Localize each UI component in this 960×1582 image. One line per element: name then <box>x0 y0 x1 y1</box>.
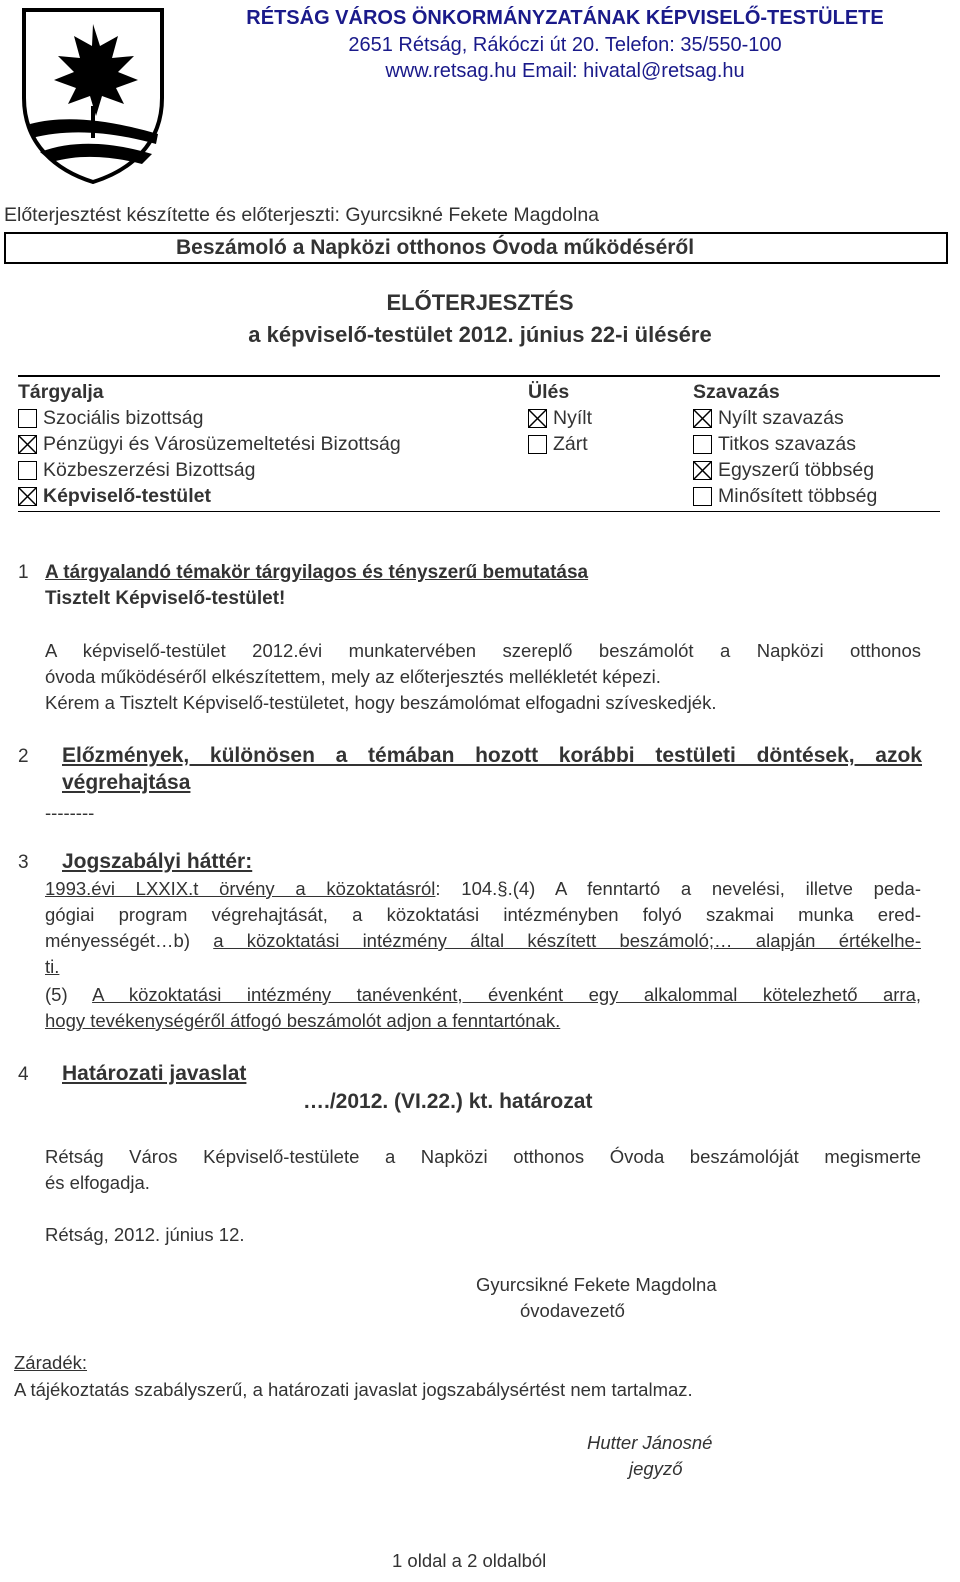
law-text-underlined: a közoktatási intézmény által készített beszámoló;… alapján értékelhe- <box>213 930 921 951</box>
law-line-4: ti. <box>45 956 60 977</box>
doc-type-heading: ELŐTERJESZTÉS <box>386 290 574 315</box>
checkbox-unchecked[interactable] <box>693 435 712 454</box>
section-2-heading-line2: végrehajtása <box>62 771 191 794</box>
subject-box <box>4 232 948 264</box>
checkbox-label: Egyszerű többség <box>718 459 875 481</box>
law-line-6: hogy tevékenységéről átfogó beszámolót adjon a fenntartónak. <box>45 1010 561 1031</box>
checkbox-row-minositett-tobbseg[interactable] <box>693 483 877 509</box>
law-line-1 <box>45 876 921 902</box>
law-line-5 <box>45 982 921 1008</box>
checkbox-label: Nyílt <box>553 407 592 429</box>
section-number: 1 <box>18 562 29 583</box>
checkbox-checked[interactable] <box>693 409 712 428</box>
checkbox-label: Minősített többség <box>718 485 878 507</box>
checkbox-label: Zárt <box>553 433 588 455</box>
checkbox-checked[interactable] <box>18 487 37 506</box>
checkbox-label: Nyílt szavazás <box>718 407 844 429</box>
resolution-number: …./2012. (VI.22.) kt. határozat <box>303 1090 593 1113</box>
greeting: Tisztelt Képviselő-testület! <box>45 588 286 609</box>
law-reference: 1993.évi LXXIX.t örvény a közoktatásról <box>45 878 436 899</box>
checkbox-label: Szociális bizottság <box>43 407 204 429</box>
section-4-heading: Határozati javaslat <box>62 1062 247 1085</box>
law-line-3 <box>45 928 921 954</box>
section-1-para-line2: óvoda működéséről elkészítettem, mely az előterjesztés mellékletét képezi. <box>45 666 661 687</box>
checkbox-checked[interactable] <box>693 461 712 480</box>
resolution-text-line1: Rétság Város Képviselő-testülete a Napközi otthonos Óvoda beszámolóját megismerte <box>45 1146 921 1167</box>
page-footer: 1 oldal a 2 oldalból <box>392 1550 547 1571</box>
col-heading-szavazas: Szavazás <box>693 381 780 403</box>
checkbox-row-kozbeszerzesi[interactable] <box>18 457 255 483</box>
checkbox-unchecked[interactable] <box>18 461 37 480</box>
section-2-heading-line1: Előzmények, különösen a témában hozott korábbi testületi döntések, azok <box>62 744 922 767</box>
clause-label: Záradék: <box>14 1352 88 1373</box>
checkbox-row-penzugyi[interactable] <box>18 431 401 457</box>
resolution-text-line2: és elfogadja. <box>45 1172 150 1193</box>
section-number: 4 <box>18 1064 29 1085</box>
checkbox-unchecked[interactable] <box>18 409 37 428</box>
clause-text: A tájékoztatás szabályszerű, a határozati javaslat jogszabálysértést nem tartalmaz. <box>14 1379 693 1400</box>
section-1-heading-row <box>18 560 918 586</box>
law-line-2: gógiai program végrehajtását, a közoktatási intézményben folyó szakmai munka ered- <box>45 904 921 925</box>
section-number: 3 <box>18 852 29 873</box>
checkbox-row-zart[interactable] <box>528 431 588 457</box>
checkbox-row-szocialis[interactable] <box>18 405 203 431</box>
council-title: RÉTSÁG VÁROS ÖNKORMÁNYZATÁNAK KÉPVISELŐ-TESTÜLETE <box>246 7 884 29</box>
law-text: ményességét…b) <box>45 930 214 951</box>
subject-title: Beszámoló a Napközi otthonos Óvoda működéséről <box>176 236 695 259</box>
city-crest-logo <box>18 6 168 184</box>
section-1-para2: Kérem a Tisztelt Képviselő-testületet, hogy beszámolómat elfogadni szíveskedjék. <box>45 692 717 713</box>
section-2-body: -------- <box>45 802 95 823</box>
checkbox-row-egyszeru-tobbseg[interactable] <box>693 457 874 483</box>
law-text-underlined: A közoktatási intézmény tanévenként, évenként egy alkalommal kötelezhető arra, <box>92 984 922 1005</box>
col-heading-ules: Ülés <box>528 381 570 403</box>
signer-title: óvodavezető <box>520 1300 625 1321</box>
notary-name: Hutter Jánosné <box>587 1432 713 1453</box>
checkbox-checked[interactable] <box>528 409 547 428</box>
meeting-heading: a képviselő-testület 2012. június 22-i ülésére <box>248 322 712 347</box>
checkbox-checked[interactable] <box>18 435 37 454</box>
section-3-heading: Jogszabályi háttér: <box>62 850 253 873</box>
col-heading-targyalja: Tárgyalja <box>18 381 104 403</box>
checkbox-label: Közbeszerzési Bizottság <box>43 459 256 481</box>
law-text: (5) <box>45 984 93 1005</box>
council-address: 2651 Rétság, Rákóczi út 20. Telefon: 35/550-100 <box>348 34 782 56</box>
checkbox-row-nyilt-szavazas[interactable] <box>693 405 844 431</box>
section-1-heading: A tárgyalandó témakör tárgyilagos és tényszerű bemutatása <box>45 562 589 583</box>
preparer-line: Előterjesztést készítette és előterjeszti: Gyurcsikné Fekete Magdolna <box>4 204 600 226</box>
table-top-rule <box>18 375 940 377</box>
section-1-para-line1: A képviselő-testület 2012.évi munkatervében szereplő beszámolót a Napközi otthonos <box>45 640 921 661</box>
checkbox-label: Képviselő-testület <box>43 485 211 507</box>
checkbox-unchecked[interactable] <box>528 435 547 454</box>
date-place: Rétság, 2012. június 12. <box>45 1224 245 1245</box>
law-text: : 104.§.(4) A fenntartó a nevelési, illetve peda- <box>435 878 921 899</box>
checkbox-label: Pénzügyi és Városüzemeltetési Bizottság <box>43 433 401 455</box>
table-bottom-rule <box>18 511 940 512</box>
council-contact: www.retsag.hu Email: hivatal@retsag.hu <box>385 60 745 82</box>
checkbox-row-titkos-szavazas[interactable] <box>693 431 856 457</box>
section-number: 2 <box>18 746 29 767</box>
signer-name: Gyurcsikné Fekete Magdolna <box>476 1274 717 1295</box>
notary-title: jegyző <box>629 1458 683 1479</box>
checkbox-label: Titkos szavazás <box>718 433 856 455</box>
checkbox-row-kepviselo-testulet[interactable] <box>18 483 211 509</box>
checkbox-row-nyilt[interactable] <box>528 405 592 431</box>
checkbox-unchecked[interactable] <box>693 487 712 506</box>
